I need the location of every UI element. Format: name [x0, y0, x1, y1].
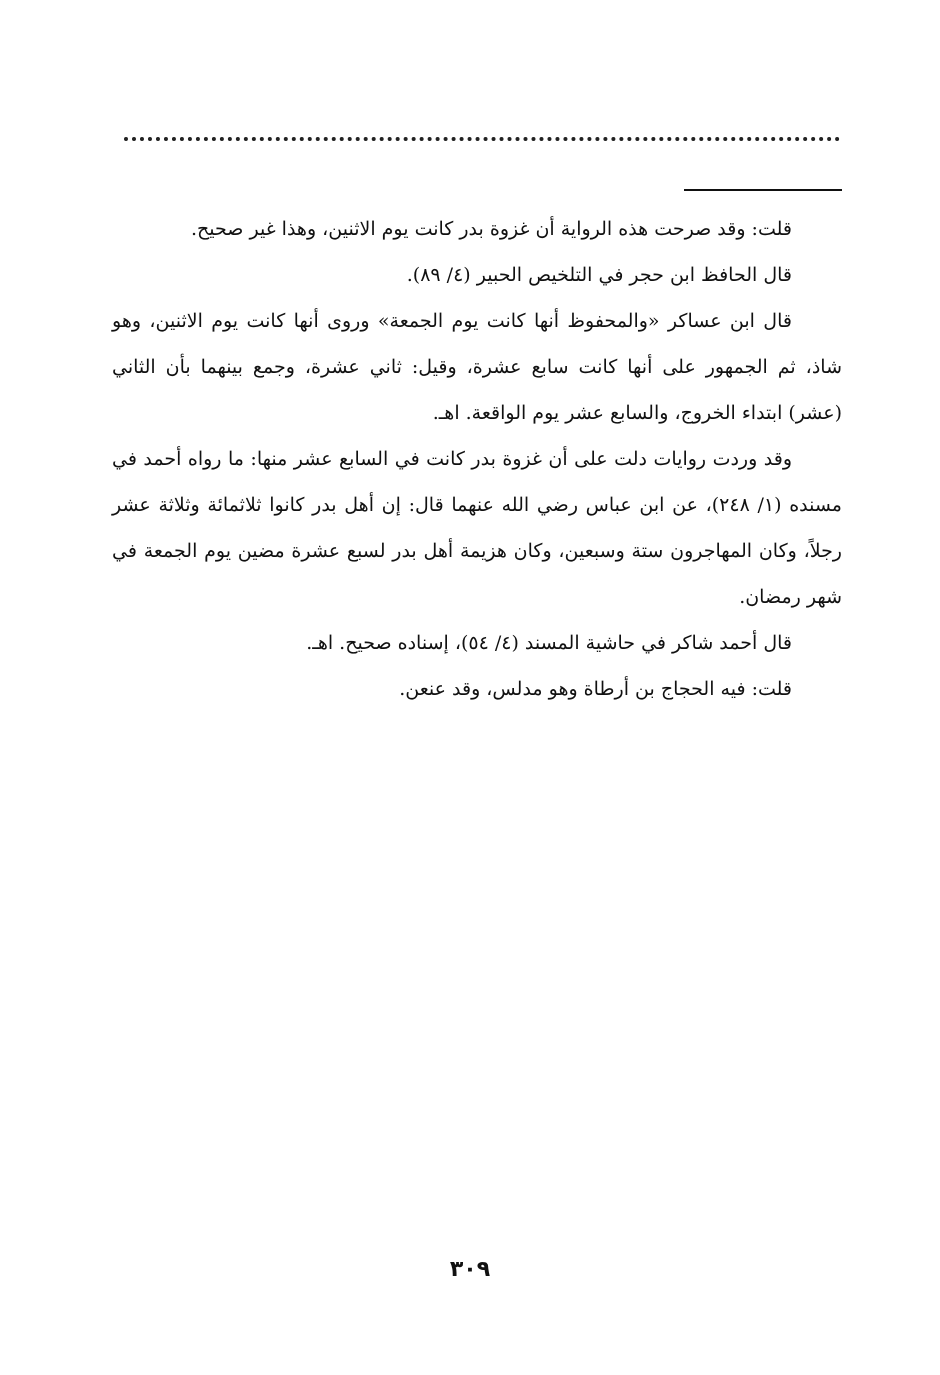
footnote-paragraph: وقد وردت روايات دلت على أن غزوة بدر كانت في السابع عشر منها: ما رواه أحمد في مسنده (١/ ٢٤٨)، عن ابن عباس رضي الله عنهما قال: إن أهل بدر كانوا ثلاثمائة وثلاثة عشر رجلاً، وكان المهاجرون ستة وسبعين، وكان هزيمة أهل بدر لسبع عشرة مضين يوم الجمعة في شهر رمضان.: [112, 448, 842, 608]
footnote-paragraph: قال أحمد شاكر في حاشية المسند (٤/ ٥٤)، إسناده صحيح. اهـ.: [306, 632, 792, 654]
footnote-paragraph: قلت: وقد صرحت هذه الرواية أن غزوة بدر كانت يوم الاثنين، وهذا غير صحيح.: [191, 218, 792, 240]
footnote-text-block: [112, 206, 842, 712]
page-number: ٣٠٩: [449, 1257, 491, 1282]
footnote-rule: [684, 189, 842, 191]
footnote-paragraph: قال الحافظ ابن حجر في التلخيص الحبير (٤/ ٨٩).: [406, 264, 792, 286]
dotted-separator: [124, 137, 840, 141]
footnote-paragraph: قلت: فيه الحجاج بن أرطاة وهو مدلس، وقد عنعن.: [399, 678, 792, 700]
footnote-paragraph: قال ابن عساكر «والمحفوظ أنها كانت يوم الجمعة» وروى أنها كانت يوم الاثنين، وهو شاذ، ثم الجمهور على أنها كانت سابع عشرة، وقيل: ثاني عشرة، وجمع بينهما بأن الثاني (عشر) ابتداء الخروج، والسابع عشر يوم الواقعة. اهـ.: [112, 310, 842, 424]
